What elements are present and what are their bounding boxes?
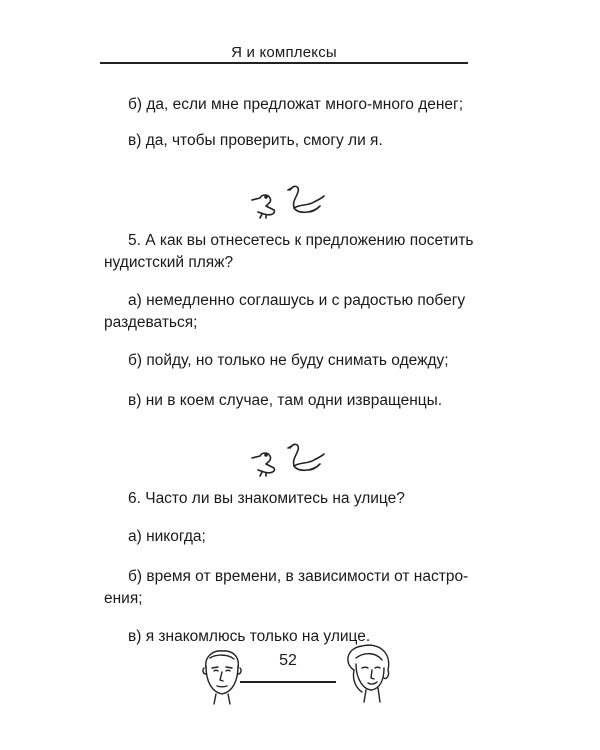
answer-line: б) время от времени, в зависимости от настро- — [128, 568, 469, 585]
header-divider — [100, 62, 468, 64]
duck-swan-ornament-icon — [248, 180, 328, 220]
duck-swan-ornament-icon — [248, 438, 328, 478]
answer-line: а) никогда; — [128, 528, 206, 545]
answer-line: в) ни в коем случае, там одни извращенцы. — [128, 392, 443, 409]
answer-line: ения; — [104, 590, 143, 607]
answer-line: б) пойду, но только не буду снимать одежду; — [128, 352, 449, 369]
page-number: 52 — [279, 652, 297, 669]
answer-line: а) немедленно соглашусь и с радостью побегу — [128, 292, 466, 309]
header-title: Я и комплексы — [231, 44, 337, 61]
question-line: 6. Часто ли вы знакомитесь на улице? — [128, 490, 405, 507]
woman-face-icon — [340, 640, 396, 706]
question-line: 5. А как вы отнесетесь к предложению посетить — [128, 232, 474, 249]
answer-line: б) да, если мне предложат много-много денег; — [128, 96, 464, 113]
footer-divider — [240, 681, 336, 683]
answer-line: в) я знакомлюсь только на улице. — [128, 628, 371, 645]
answer-line: раздеваться; — [104, 314, 198, 331]
question-line: нудистский пляж? — [104, 254, 234, 271]
answer-line: в) да, чтобы проверить, смогу ли я. — [128, 132, 383, 149]
